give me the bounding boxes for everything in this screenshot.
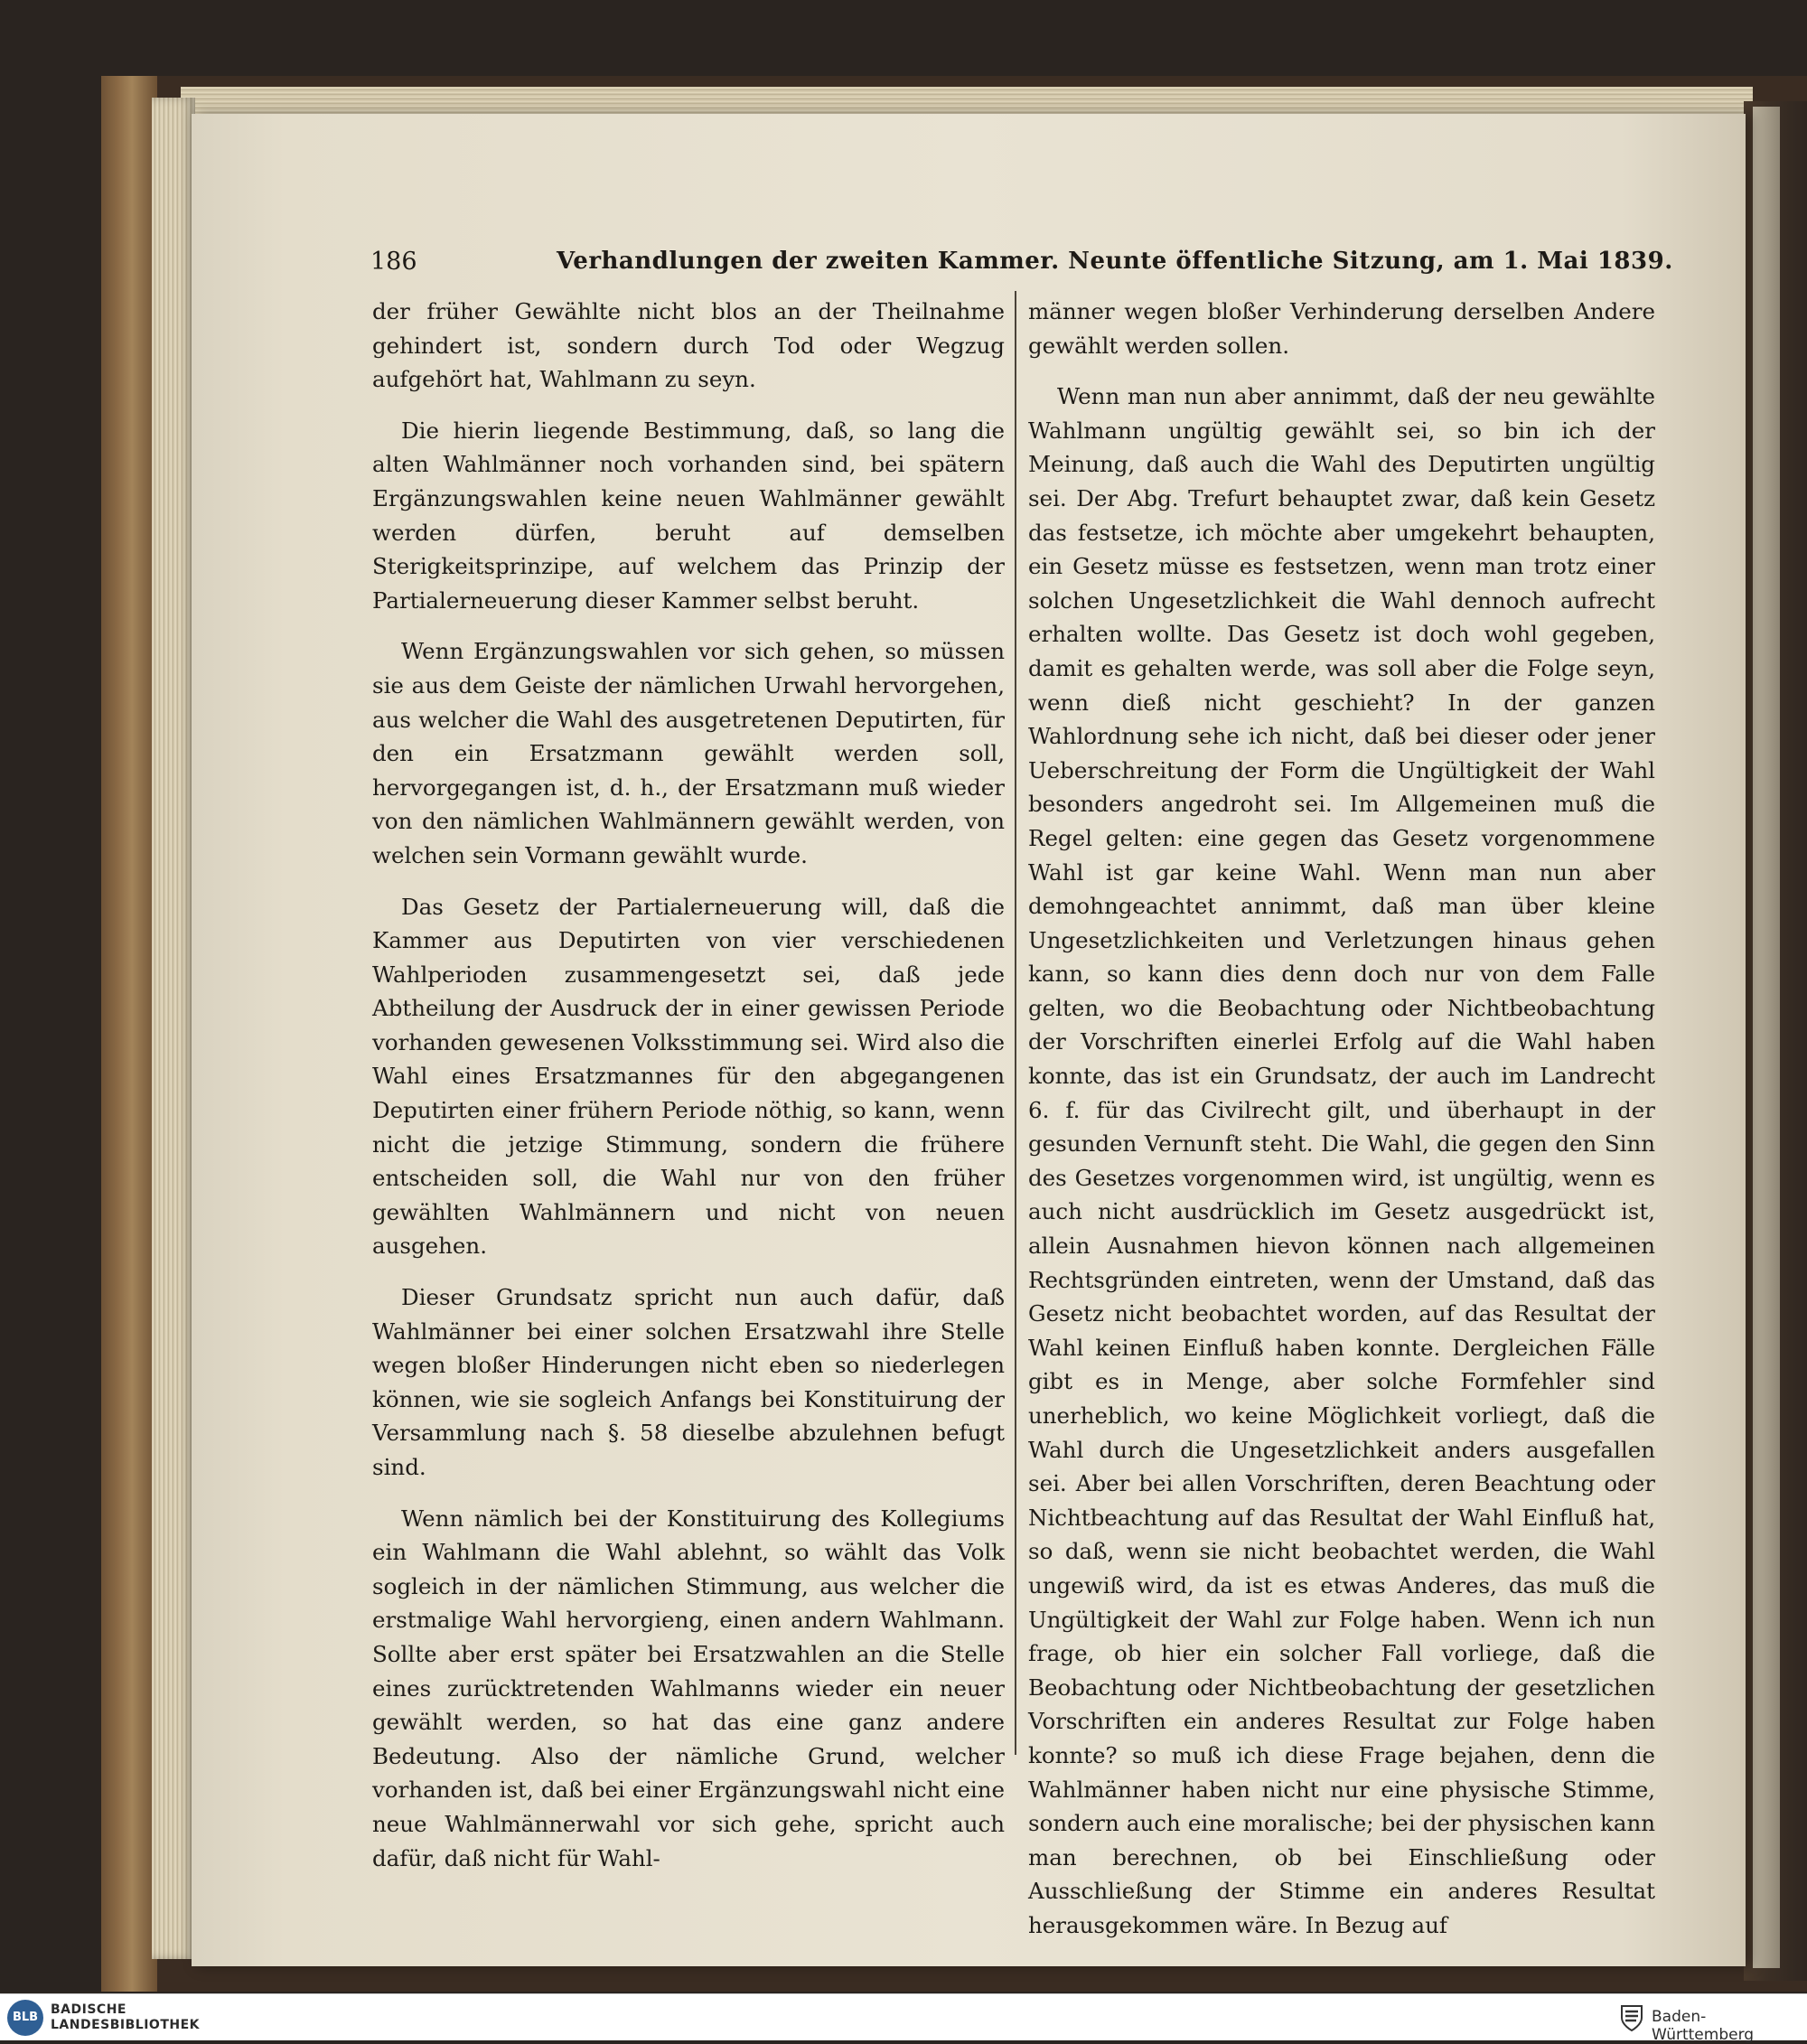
paragraph: Wenn Ergänzungswahlen vor sich gehen, so müssen sie aus dem Geiste der nämlichen Urwahl hervorgehen, aus welcher die Wahl des ausgetretenen Deputirten, für den ein Ersatzmann gewählt werden soll, hervorgegangen ist, d. h., der Ersatzmann muß wieder von den nämlichen Wahlmännern gewählt werden, von welchen sein Vormann gewählt wurde. [372, 638, 1005, 868]
facing-page-sliver [1753, 107, 1780, 1968]
paragraph: Die hierin liegende Bestimmung, daß, so lang die alten Wahlmänner noch vorhanden sind, bei spätern Ergänzungswahlen keine neuen Wahlmänner gewählt werden dürfen, beruht auf demselben Sterigkeitsprinzipe, auf welchem das Prinzip der Partialerneuerung dieser Kammer selbst beruht. [372, 417, 1005, 614]
state-name[interactable]: Baden-Württemberg [1652, 2008, 1755, 2044]
left-text-column [372, 295, 1005, 1892]
running-header [370, 242, 1673, 284]
column-divider [1015, 291, 1016, 1755]
paragraph: der früher Gewählte nicht blos an der Theilnahme gehindert ist, sondern durch Tod oder Wegzug aufgehört hat, Wahlmann zu seyn. [372, 298, 1005, 393]
paragraph: Dieser Grundsatz spricht nun auch dafür, daß Wahlmänner bei einer solchen Ersatzwahl ihre Stelle wegen bloßer Hinderungen nicht eben so niederlegen können, wie sie sogleich Anfangs bei Konstituirung der Versammlung nach §. 58 dieselbe abzulehnen befugt sind. [372, 1284, 1005, 1480]
paragraph: Wenn nämlich bei der Konstituirung des Kollegiums ein Wahlmann die Wahl ablehnt, so wählt das Volk sogleich in der nämlichen Stimmung, aus welcher die erstmalige Wahl hervorgieng, einen andern Wahlmann. Sollte aber erst später bei Ersatzwahlen an die Stelle eines zurücktretenden Wahlmanns wieder ein neuer gewählt werden, so hat das eine ganz andere Bedeutung. Also der nämliche Grund, welcher vorhanden ist, daß bei einer Ergänzungswahl nicht eine neue Wahlmännerwahl vor sich gehe, spricht auch dafür, daß nicht für Wahl- [372, 1505, 1005, 1871]
library-name-line1: BADISCHE [51, 2002, 126, 2017]
library-name-line2: LANDESBIBLIOTHEK [51, 2018, 201, 2032]
paragraph: Wenn man nun aber annimmt, daß der neu gewählte Wahlmann ungültig gewählt sei, so bin ich der Meinung, daß auch die Wahl des Deputirten ungültig sei. Der Abg. Trefurt behauptet zwar, daß kein Gesetz das festsetze, ich möchte aber umgekehrt behaupten, ein Gesetz müsse es festsetzen, wenn man trotz einer solchen Ungesetzlichkeit die Wahl dennoch aufrecht erhalten wollte. Das Gesetz ist doch wohl gegeben, damit es gehalten werde, was soll aber die Folge seyn, wenn dieß nicht geschieht? In der ganzen Wahlordnung sehe ich nicht, daß bei dieser oder jener Ueberschreitung der Form die Ungültigkeit der Wahl besonders angedroht sei. Im Allgemeinen muß die Regel gelten: eine gegen das Gesetz vorgenommene Wahl ist gar keine Wahl. Wenn man nun aber demohngeachtet annimmt, daß man über kleine Ungesetzlichkeiten und Verletzungen hinaus gehen kann, so kann dies denn doch nur von dem Falle gelten, wo die Beobachtung oder Nichtbeobachtung der Vorschriften einerlei Erfolg auf die Wahl haben konnte, das ist ein Grundsatz, der auch im Landrecht 6. f. für das Civilrecht gilt, und überhaupt in der gesunden Vernunft steht. Die Wahl, die gegen den Sinn des Gesetzes vorgenommen wird, ist ungültig, wenn es auch nicht ausdrücklich im Gesetz ausgedrückt ist, allein Ausnahmen hievon können nach allgemeinen Rechtsgründen eintreten, wenn der Umstand, daß das Gesetz nicht beobachtet worden, auf das Resultat der Wahl keinen Einfluß haben konnte. Dergleichen Fälle gibt es in Menge, aber solche Formfehler sind unerheblich, wo keine Möglichkeit vorliegt, daß die Wahl durch die Ungesetzlichkeit anders ausgefallen sei. Aber bei allen Vorschriften, deren Beachtung oder Nichtbeachtung auf das Resultat der Wahl Einfluß hat, so daß, wenn sie nicht beobachtet werden, die Wahl ungewiß wird, da ist es etwas Anderes, das muß die Ungültigkeit der Wahl zur Folge haben. Wenn ich nun frage, ob hier ein solcher Fall vorliege, daß die Beobachtung oder Nichtbeobachtung der gesetzlichen Vorschriften ein anderes Resultat zur Folge haben konnte? so muß ich diese Frage bejahen, denn die Wahlmänner haben nicht nur eine physische Stimme, sondern auch eine moralische; bei der physischen kann man berechnen, ob bei Einschließung oder Ausschließung der Stimme ein anderes Resultat herausgekommen wäre. In Bezug auf [1028, 383, 1655, 1938]
viewer-footer [0, 1993, 1807, 2044]
coat-of-arms-icon [1619, 2003, 1644, 2032]
library-name[interactable] [51, 2002, 200, 2033]
paragraph: Das Gesetz der Partialerneuerung will, daß die Kammer aus Deputirten von vier verschiedenen Wahlperioden zusammengesetzt sei, daß jede Abtheilung der Ausdruck der in einer gewissen Periode vorhanden gewesenen Volksstimmung sei. Wird also die Wahl eines Ersatzmannes für den abgegangenen Deputirten einer frühern Periode nöthig, so kann, wenn nicht die jetzige Stimmung, sondern die frühere entscheiden soll, die Wahl nur von den früher gewählten Wahlmännern und nicht von neuen ausgehen. [372, 893, 1005, 1260]
book-cover-spine [101, 76, 157, 1992]
running-title: Verhandlungen der zweiten Kammer. Neunte öffentliche Sitzung, am 1. Mai 1839. [557, 248, 1673, 275]
right-text-column [1028, 295, 1655, 1960]
page-number: 186 [370, 248, 417, 276]
page-stack-left [152, 98, 195, 1959]
blb-logo[interactable]: BLB [7, 2000, 43, 2036]
paragraph: männer wegen bloßer Verhinderung derselben Andere gewählt werden sollen. [1028, 298, 1655, 359]
